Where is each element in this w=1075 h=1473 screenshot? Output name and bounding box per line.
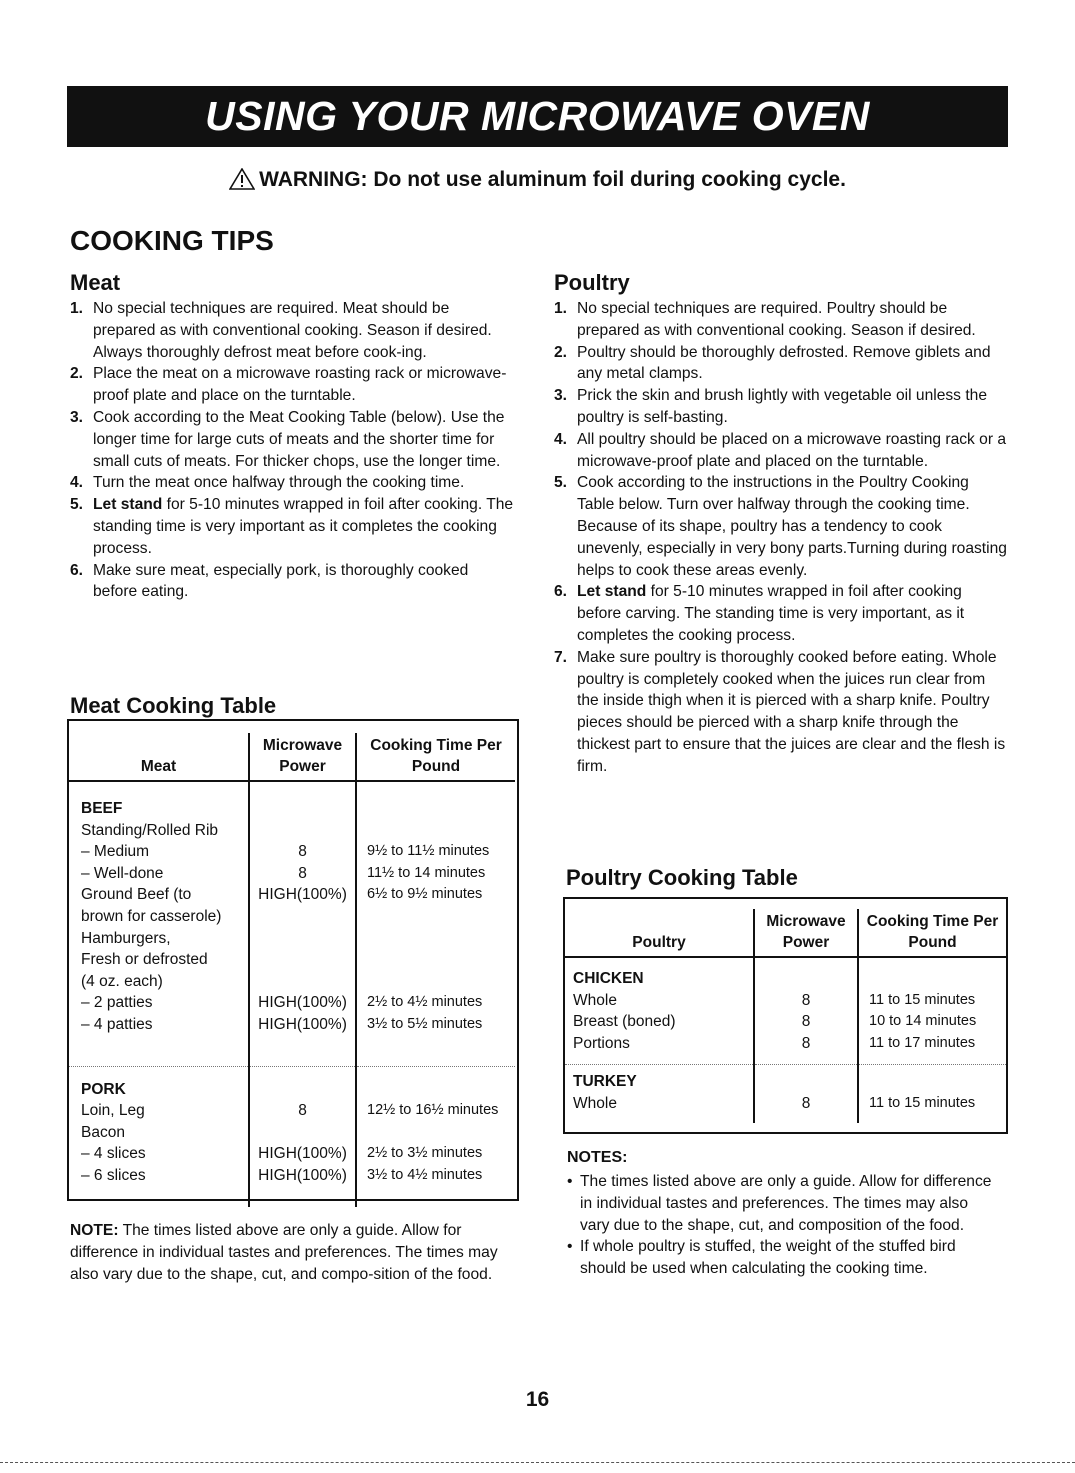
note-item: • The times listed above are only a guide. Allow for difference in individual tastes and preferences. The times may also vary due to the shape, cut, and composition of the food. — [567, 1171, 997, 1236]
tip-number: 2. — [70, 365, 84, 383]
tip-text: for 5-10 minutes wrapped in foil after cooking before carving. The standing time is very important, as it completes the cooking process. — [577, 583, 965, 644]
poultry-cell: Breast (boned) — [565, 1011, 754, 1033]
warning-line — [0, 168, 1075, 192]
power-col-header: Microwave Power — [249, 733, 356, 781]
tip-emphasis: Let stand — [577, 583, 647, 601]
poultry-cell: Whole — [565, 990, 754, 1012]
power-cell — [249, 1066, 356, 1100]
tip-item — [554, 429, 1009, 473]
poultry-col-header: Poultry — [565, 909, 754, 957]
banner-title: USING YOUR MICROWAVE OVEN — [205, 93, 870, 139]
time-cell — [356, 781, 515, 820]
tip-item — [70, 298, 515, 363]
tip-item — [70, 560, 515, 604]
tip-text: for 5-10 minutes wrapped in foil after cooking. The standing time is very important as it completes the cooking process. — [93, 496, 514, 557]
table-row — [69, 971, 515, 993]
tip-item — [554, 342, 1009, 386]
group-label: BEEF — [69, 781, 249, 820]
time-cell: 10 to 14 minutes — [869, 1013, 977, 1030]
meat-cell: Loin, Leg — [69, 1100, 249, 1122]
power-cell — [249, 781, 356, 820]
tip-item — [70, 494, 515, 559]
tip-text: Cook according to the instructions in the Poultry Cooking Table below. Turn over halfway through the cooking time. Because of its shape, poultry has a tendency to cook unevenly, especially in very bony parts.Turning during roasting helps to cook these areas evenly. — [577, 474, 1007, 579]
time-cell: 6½ to 9½ minutes — [367, 886, 483, 903]
power-cell: HIGH(100%) — [249, 1014, 356, 1066]
time-cell — [858, 957, 1006, 990]
table-row — [69, 1066, 515, 1100]
page-bottom-rule — [0, 1462, 1075, 1463]
power-cell: 8 — [754, 1093, 858, 1123]
poultry-time-col-header: Cooking Time Per Pound — [858, 909, 1006, 957]
meat-cell: – 4 slices — [69, 1143, 249, 1165]
tip-item — [554, 472, 1009, 581]
tip-item — [70, 472, 515, 494]
warning-triangle-icon — [229, 168, 255, 190]
tip-item — [554, 298, 1009, 342]
meat-cell: (4 oz. each) — [69, 971, 249, 993]
time-cell: 2½ to 4½ minutes — [367, 994, 483, 1011]
meat-cell: – 6 slices — [69, 1165, 249, 1207]
time-cell — [356, 928, 515, 950]
tip-item — [554, 385, 1009, 429]
power-cell: HIGH(100%) — [249, 1165, 356, 1207]
power-cell — [249, 949, 356, 971]
tip-emphasis: Let stand — [93, 496, 163, 514]
table-row — [565, 990, 1006, 1012]
time-cell: 11 to 17 minutes — [869, 1034, 976, 1051]
power-cell — [249, 820, 356, 842]
tip-number: 1. — [70, 300, 84, 317]
poultry-cell: Portions — [565, 1033, 754, 1065]
poultry-tips-list — [554, 298, 1009, 778]
poultry-cooking-table — [565, 909, 1006, 1123]
notes-list — [567, 1171, 997, 1280]
meat-heading: Meat — [70, 270, 121, 295]
table-row — [69, 1122, 515, 1144]
time-cell: 11½ to 14 minutes — [367, 864, 486, 881]
tip-item — [70, 363, 515, 407]
power-cell: 8 — [754, 990, 858, 1012]
tip-item — [554, 581, 1009, 646]
section-title: COOKING TIPS — [70, 225, 274, 256]
tip-number: 6. — [554, 583, 568, 601]
time-cell: 3½ to 4½ minutes — [367, 1166, 483, 1183]
tip-text: Make sure meat, especially pork, is thoroughly cooked before eating. — [93, 561, 469, 601]
power-cell — [249, 906, 356, 928]
meat-cell: – Medium — [69, 841, 249, 863]
tip-number: 5. — [70, 496, 84, 514]
meat-tips-list — [70, 298, 515, 603]
time-col-header: Cooking Time Per Pound — [356, 733, 515, 781]
page-banner — [67, 86, 1008, 147]
power-cell: 8 — [754, 1011, 858, 1033]
meat-col-header: Meat — [69, 733, 249, 781]
table-row — [69, 1143, 515, 1165]
table-row — [69, 949, 515, 971]
table-row — [69, 992, 515, 1014]
tip-number: 5. — [554, 474, 568, 492]
time-cell: 12½ to 16½ minutes — [367, 1102, 499, 1119]
tip-number: 7. — [554, 648, 568, 666]
table-row — [69, 781, 515, 820]
time-cell: 11 to 15 minutes — [869, 991, 976, 1008]
tip-number: 1. — [554, 300, 568, 317]
group-label: TURKEY — [565, 1065, 754, 1093]
table-row — [69, 884, 515, 906]
tip-item — [554, 647, 1009, 778]
tip-text: Cook according to the Meat Cooking Table (below). Use the longer time for large cuts of meats and the shorter time for small cuts of meats. For thicker chops, use the longer time. — [93, 408, 505, 470]
tip-number: 3. — [70, 408, 84, 426]
table-row — [69, 1014, 515, 1066]
tip-text: Poultry should be thoroughly defrosted. Remove giblets and any metal clamps. — [577, 343, 991, 383]
meat-cooking-table — [69, 733, 515, 1207]
power-cell — [249, 1122, 356, 1144]
tip-text: No special techniques are required. Poultry should be prepared as with conventional cooking. Season if desired. — [577, 300, 976, 339]
tip-text: No special techniques are required. Meat should be prepared as with conventional cooking. Season if desired. Always thoroughly defrost meat before cook-ing. — [93, 300, 492, 361]
tip-item — [70, 407, 515, 472]
tip-text: Turn the meat once halfway through the cooking time. — [93, 474, 465, 492]
tip-number: 4. — [70, 474, 84, 492]
time-cell: 3½ to 5½ minutes — [367, 1015, 483, 1032]
power-cell — [249, 971, 356, 993]
power-cell — [249, 928, 356, 950]
time-cell: 2½ to 3½ minutes — [367, 1145, 483, 1162]
tip-text: Make sure poultry is thoroughly cooked before eating. Whole poultry is completely cooked when the juices run clear from the inside thigh when it is pierced with a sharp knife. Poultry pieces should be pierced with a sharp knife through the thickest part to ensure that the juices are clear and the flesh is firm. — [577, 648, 1006, 775]
table-row — [69, 928, 515, 950]
time-cell — [356, 971, 515, 993]
power-cell: 8 — [249, 863, 356, 885]
table-row — [565, 957, 1006, 990]
time-cell — [356, 906, 515, 928]
tip-text: All poultry should be placed on a microwave roasting rack or a microwave-proof plate and placed on the turntable. — [577, 430, 1007, 470]
meat-cell: Ground Beef (to — [69, 884, 249, 906]
warning-text: WARNING: Do not use aluminum foil during cooking cycle. — [259, 168, 846, 191]
poultry-heading: Poultry — [554, 270, 630, 295]
table-row — [69, 906, 515, 928]
time-cell: 11 to 15 minutes — [869, 1094, 976, 1111]
meat-cell: – 2 patties — [69, 992, 249, 1014]
time-cell — [356, 1122, 515, 1144]
table-row — [69, 1100, 515, 1122]
poultry-cell: Whole — [565, 1093, 754, 1123]
tip-text: Prick the skin and brush lightly with vegetable oil unless the poultry is self-basting. — [577, 387, 987, 426]
power-cell: 8 — [249, 841, 356, 863]
power-cell — [754, 1065, 858, 1093]
power-cell — [754, 957, 858, 990]
table-row — [565, 1033, 1006, 1065]
meat-cell: Hamburgers, — [69, 928, 249, 950]
note-item: • If whole poultry is stuffed, the weight of the stuffed bird should be used when calculating the cooking time. — [567, 1236, 997, 1280]
tip-number: 2. — [554, 343, 568, 361]
table-row — [69, 863, 515, 885]
time-cell — [858, 1065, 1006, 1093]
tip-text: Place the meat on a microwave roasting rack or microwave-proof plate and place on the turntable. — [93, 365, 507, 405]
time-cell — [356, 949, 515, 971]
time-cell — [356, 1066, 515, 1100]
power-cell: HIGH(100%) — [249, 1143, 356, 1165]
time-cell: 9½ to 11½ minutes — [367, 843, 490, 860]
group-label: CHICKEN — [565, 957, 754, 990]
power-cell: HIGH(100%) — [249, 992, 356, 1014]
table-row — [69, 841, 515, 863]
power-cell: 8 — [249, 1100, 356, 1122]
meat-cell: brown for casserole) — [69, 906, 249, 928]
poultry-table-heading: Poultry Cooking Table — [566, 865, 798, 890]
tip-number: 3. — [554, 387, 568, 405]
meat-cell: – Well-done — [69, 863, 249, 885]
meat-cell: Fresh or defrosted — [69, 949, 249, 971]
tip-number: 6. — [70, 561, 84, 579]
meat-table-note — [70, 1220, 515, 1285]
notes-heading: NOTES: — [567, 1149, 628, 1166]
table-row — [565, 1093, 1006, 1123]
table-row — [565, 1011, 1006, 1033]
power-cell: 8 — [754, 1033, 858, 1065]
table-row — [69, 820, 515, 842]
note-text: The times listed above are only a guide. Allow for difference in individual tastes and preferences. The times may also vary due to the shape, cut, and compo-sition of the food. — [70, 1222, 498, 1283]
note-label: NOTE: — [70, 1222, 119, 1239]
poultry-power-col-header: Microwave Power — [754, 909, 858, 957]
meat-cell: Bacon — [69, 1122, 249, 1144]
table-row — [565, 1065, 1006, 1093]
tip-number: 4. — [554, 430, 568, 448]
meat-table-heading: Meat Cooking Table — [70, 693, 277, 718]
time-cell — [356, 820, 515, 842]
page-number: 16 — [525, 1388, 550, 1411]
table-row — [69, 1165, 515, 1207]
meat-cell: Standing/Rolled Rib — [69, 820, 249, 842]
group-label: PORK — [69, 1066, 249, 1100]
meat-cell: – 4 patties — [69, 1014, 249, 1066]
power-cell: HIGH(100%) — [249, 884, 356, 906]
